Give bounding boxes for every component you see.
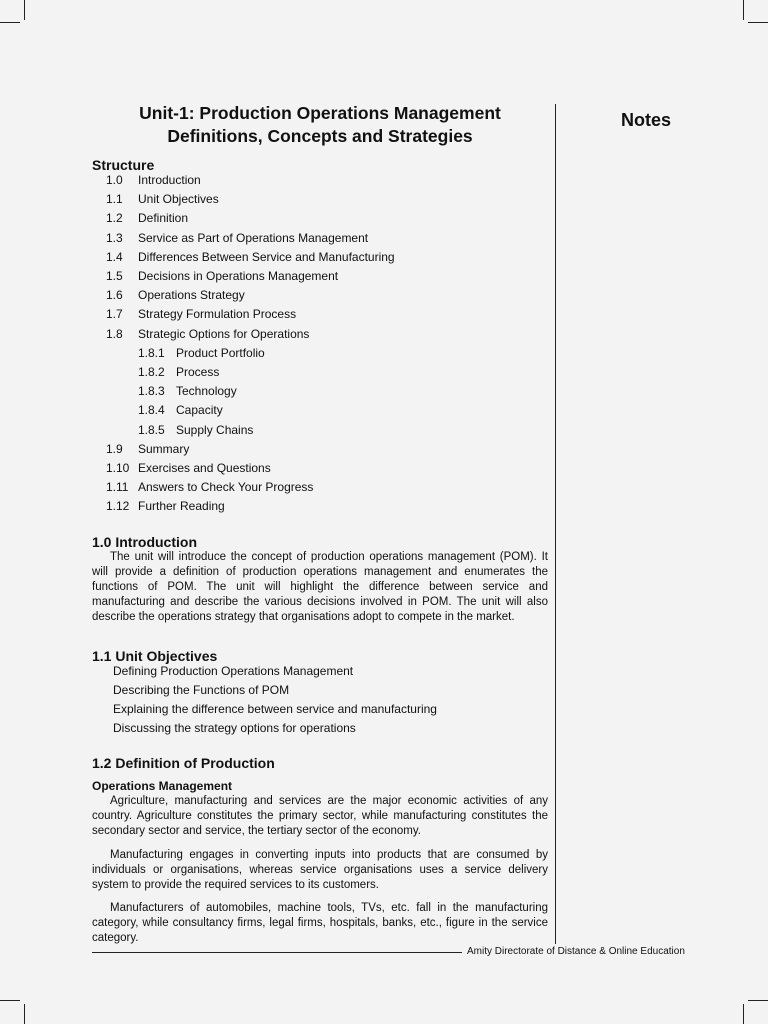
toc-item-number: 1.5 <box>106 269 123 283</box>
crop-mark <box>748 22 768 23</box>
definition-subheading: Operations Management <box>92 779 233 793</box>
toc-item-label: Product Portfolio <box>176 346 265 360</box>
margin-rule <box>555 104 556 944</box>
title-line-2: Definitions, Concepts and Strategies <box>167 126 473 146</box>
objective-item: Defining Production Operations Management <box>113 664 354 678</box>
intro-heading: 1.0 Introduction <box>92 534 197 550</box>
toc-item-number: 1.8 <box>106 327 123 341</box>
toc-item-number: 1.6 <box>106 288 123 302</box>
toc-item-label: Operations Strategy <box>138 288 245 302</box>
objective-item: Discussing the strategy options for operations <box>113 721 356 735</box>
objective-item: Explaining the difference between service and manufacturing <box>113 702 437 716</box>
toc-item-number: 1.0 <box>106 173 123 187</box>
toc-item-label: Strategy Formulation Process <box>138 307 297 321</box>
toc-item-label: Technology <box>176 384 237 398</box>
toc-item-label: Supply Chains <box>176 423 254 437</box>
title-line-1: Unit-1: Production Operations Management <box>139 103 501 123</box>
toc-item-number: 1.3 <box>106 231 123 245</box>
toc-item-number: 1.11 <box>106 480 129 494</box>
crop-mark <box>24 0 25 20</box>
crop-mark <box>0 22 20 23</box>
definition-paragraph: Manufacturing engages in converting inputs into products that are consumed by individuals or organisations, whereas service organisations uses a service delivery system to provide the required services to its customers. <box>92 849 548 891</box>
toc-item-label: Strategic Options for Operations <box>138 327 310 341</box>
toc-item-number: 1.12 <box>106 499 130 513</box>
toc-item-label: Unit Objectives <box>138 192 219 206</box>
page-title <box>92 102 548 148</box>
toc-item-label: Exercises and Questions <box>138 461 271 475</box>
toc-item-number: 1.8.1 <box>138 346 165 360</box>
objectives-heading: 1.1 Unit Objectives <box>92 648 218 664</box>
footer-rule <box>92 952 462 953</box>
toc-item-number: 1.8.2 <box>138 365 165 379</box>
toc-item-label: Capacity <box>176 403 223 417</box>
toc-item-number: 1.9 <box>106 442 123 456</box>
crop-mark <box>748 1000 768 1001</box>
toc-item-label: Introduction <box>138 173 201 187</box>
notes-label: Notes <box>621 110 672 130</box>
toc-item-label: Service as Part of Operations Management <box>138 231 369 245</box>
footer-text: Amity Directorate of Distance & Online Education <box>467 946 685 957</box>
toc-item-number: 1.7 <box>106 307 123 321</box>
toc-item-number: 1.2 <box>106 211 123 225</box>
definition-paragraph: Manufacturers of automobiles, machine tools, TVs, etc. fall in the manufacturing category, while consultancy firms, legal firms, hospitals, banks, etc., figure in the service category. <box>92 902 548 944</box>
toc-item-label: Further Reading <box>138 499 225 513</box>
toc-item-number: 1.1 <box>106 192 123 206</box>
toc-item-number: 1.8.3 <box>138 384 165 398</box>
toc-item-number: 1.10 <box>106 461 130 475</box>
crop-mark <box>0 1000 20 1001</box>
definition-paragraph: Agriculture, manufacturing and services are the major economic activities of any country. Agriculture constitutes the primary sector, while manufacturing constitutes the secondary sector and service, the tertiary sector of the economy. <box>92 795 548 837</box>
toc-item-label: Differences Between Service and Manufacturing <box>138 250 395 264</box>
toc-item-number: 1.8.4 <box>138 403 165 417</box>
toc-item-label: Decisions in Operations Management <box>138 269 339 283</box>
crop-mark <box>24 1004 25 1024</box>
crop-mark <box>743 1004 744 1024</box>
toc-item-label: Process <box>176 365 220 379</box>
structure-heading: Structure <box>92 157 155 173</box>
toc-item-label: Definition <box>138 211 189 225</box>
definition-heading: 1.2 Definition of Production <box>92 755 275 771</box>
crop-mark <box>743 0 744 20</box>
intro-paragraph: The unit will introduce the concept of production operations management (POM). It will provide a definition of production operations management and enumerates the functions of POM. The unit will highlight the difference between service and manufacturing and describe the various decisions involved in POM. The unit will also describe the operations strategy that organisations adopt to compete in the market. <box>92 551 548 623</box>
objective-item: Describing the Functions of POM <box>113 683 290 697</box>
toc-item-number: 1.4 <box>106 250 123 264</box>
toc-item-number: 1.8.5 <box>138 423 165 437</box>
toc-item-label: Summary <box>138 442 190 456</box>
toc-item-label: Answers to Check Your Progress <box>138 480 314 494</box>
